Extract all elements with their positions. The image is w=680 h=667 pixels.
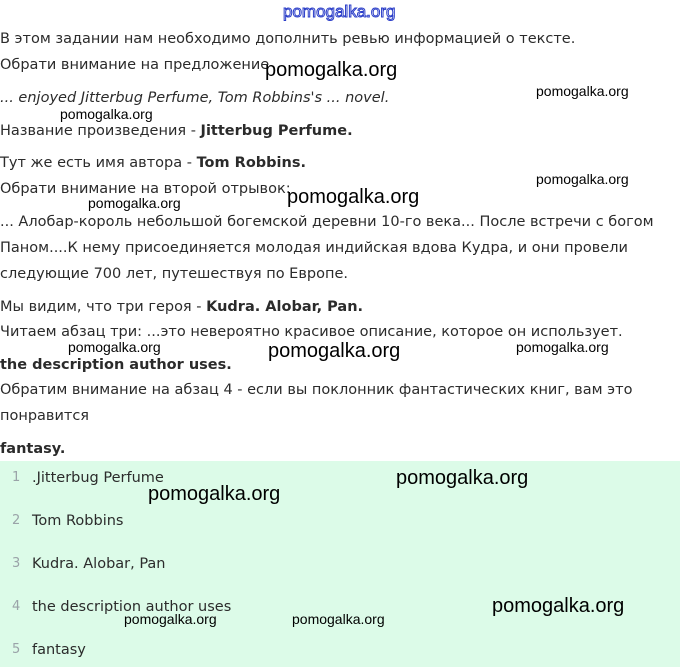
watermark: pomogalka.org	[124, 611, 217, 627]
heroes-value: Kudra. Alobar, Pan.	[206, 299, 364, 315]
paragraph4-line-1: Обратим внимание на абзац 4 - если вы поклонник фантастических книг, вам это	[0, 382, 633, 398]
paragraph4-answer: fantasy.	[0, 441, 66, 457]
watermark: pomogalka.org	[60, 106, 153, 122]
author-value: Tom Robbins.	[196, 155, 306, 171]
watermark: pomogalka.org	[536, 83, 629, 99]
heroes-line	[0, 297, 363, 317]
watermark: pomogalka.org	[268, 340, 401, 362]
heroes-label: Мы видим, что три героя -	[0, 299, 207, 315]
answer-number: 2	[12, 513, 21, 528]
excerpt-line-1: ... Алобар-король небольшой богемской деревни 10-го века... После встречи с богом	[0, 214, 654, 230]
watermark: pomogalka.org	[492, 595, 625, 617]
intro-line: В этом задании нам необходимо дополнить ревью информацией о тексте.	[0, 31, 576, 47]
title-line	[0, 121, 353, 141]
answer-number: 3	[12, 556, 21, 571]
paragraph4-line-2: понравится	[0, 408, 90, 424]
watermark: pomogalka.org	[516, 339, 609, 355]
watermark: pomogalka.org	[292, 611, 385, 627]
second-excerpt-line: Обрати внимание на второй отрывок:	[0, 181, 291, 197]
answer-text: .Jitterbug Perfume	[32, 470, 164, 486]
watermark: pomogalka.org	[536, 171, 629, 187]
watermark-top: pomogalka.org	[283, 2, 396, 21]
answer-number: 5	[12, 642, 21, 657]
title-label: Название произведения -	[0, 123, 201, 139]
answer-text: fantasy	[32, 642, 86, 658]
answer-text: the description author uses	[32, 599, 232, 615]
watermark: pomogalka.org	[265, 59, 398, 81]
answer-text: Kudra. Alobar, Pan	[32, 556, 166, 572]
watermark: pomogalka.org	[287, 186, 420, 208]
answer-number: 4	[12, 599, 21, 614]
answer-number: 1	[12, 470, 21, 485]
paragraph3-answer: the description author uses.	[0, 357, 232, 373]
answer-text: Tom Robbins	[32, 513, 124, 529]
watermark: pomogalka.org	[68, 339, 161, 355]
author-line	[0, 153, 306, 173]
title-value: Jitterbug Perfume.	[200, 123, 353, 139]
excerpt-line-3: следующие 700 лет, путешествуя по Европе.	[0, 266, 348, 282]
notice-sentence-line: Обрати внимание на предложение	[0, 57, 270, 73]
quote-line: ... enjoyed Jitterbug Perfume, Tom Robbins's ... novel.	[0, 90, 390, 106]
paragraph3-line: Читаем абзац три: ...это невероятно красивое описание, которое он использует.	[0, 324, 623, 340]
author-label: Тут же есть имя автора -	[0, 155, 197, 171]
watermark: pomogalka.org	[88, 195, 181, 211]
excerpt-line-2: Паном....К нему присоединяется молодая индийская вдова Кудра, и они провели	[0, 240, 628, 256]
answers-list	[0, 461, 680, 667]
watermark: pomogalka.org	[148, 483, 281, 505]
watermark: pomogalka.org	[396, 467, 529, 489]
